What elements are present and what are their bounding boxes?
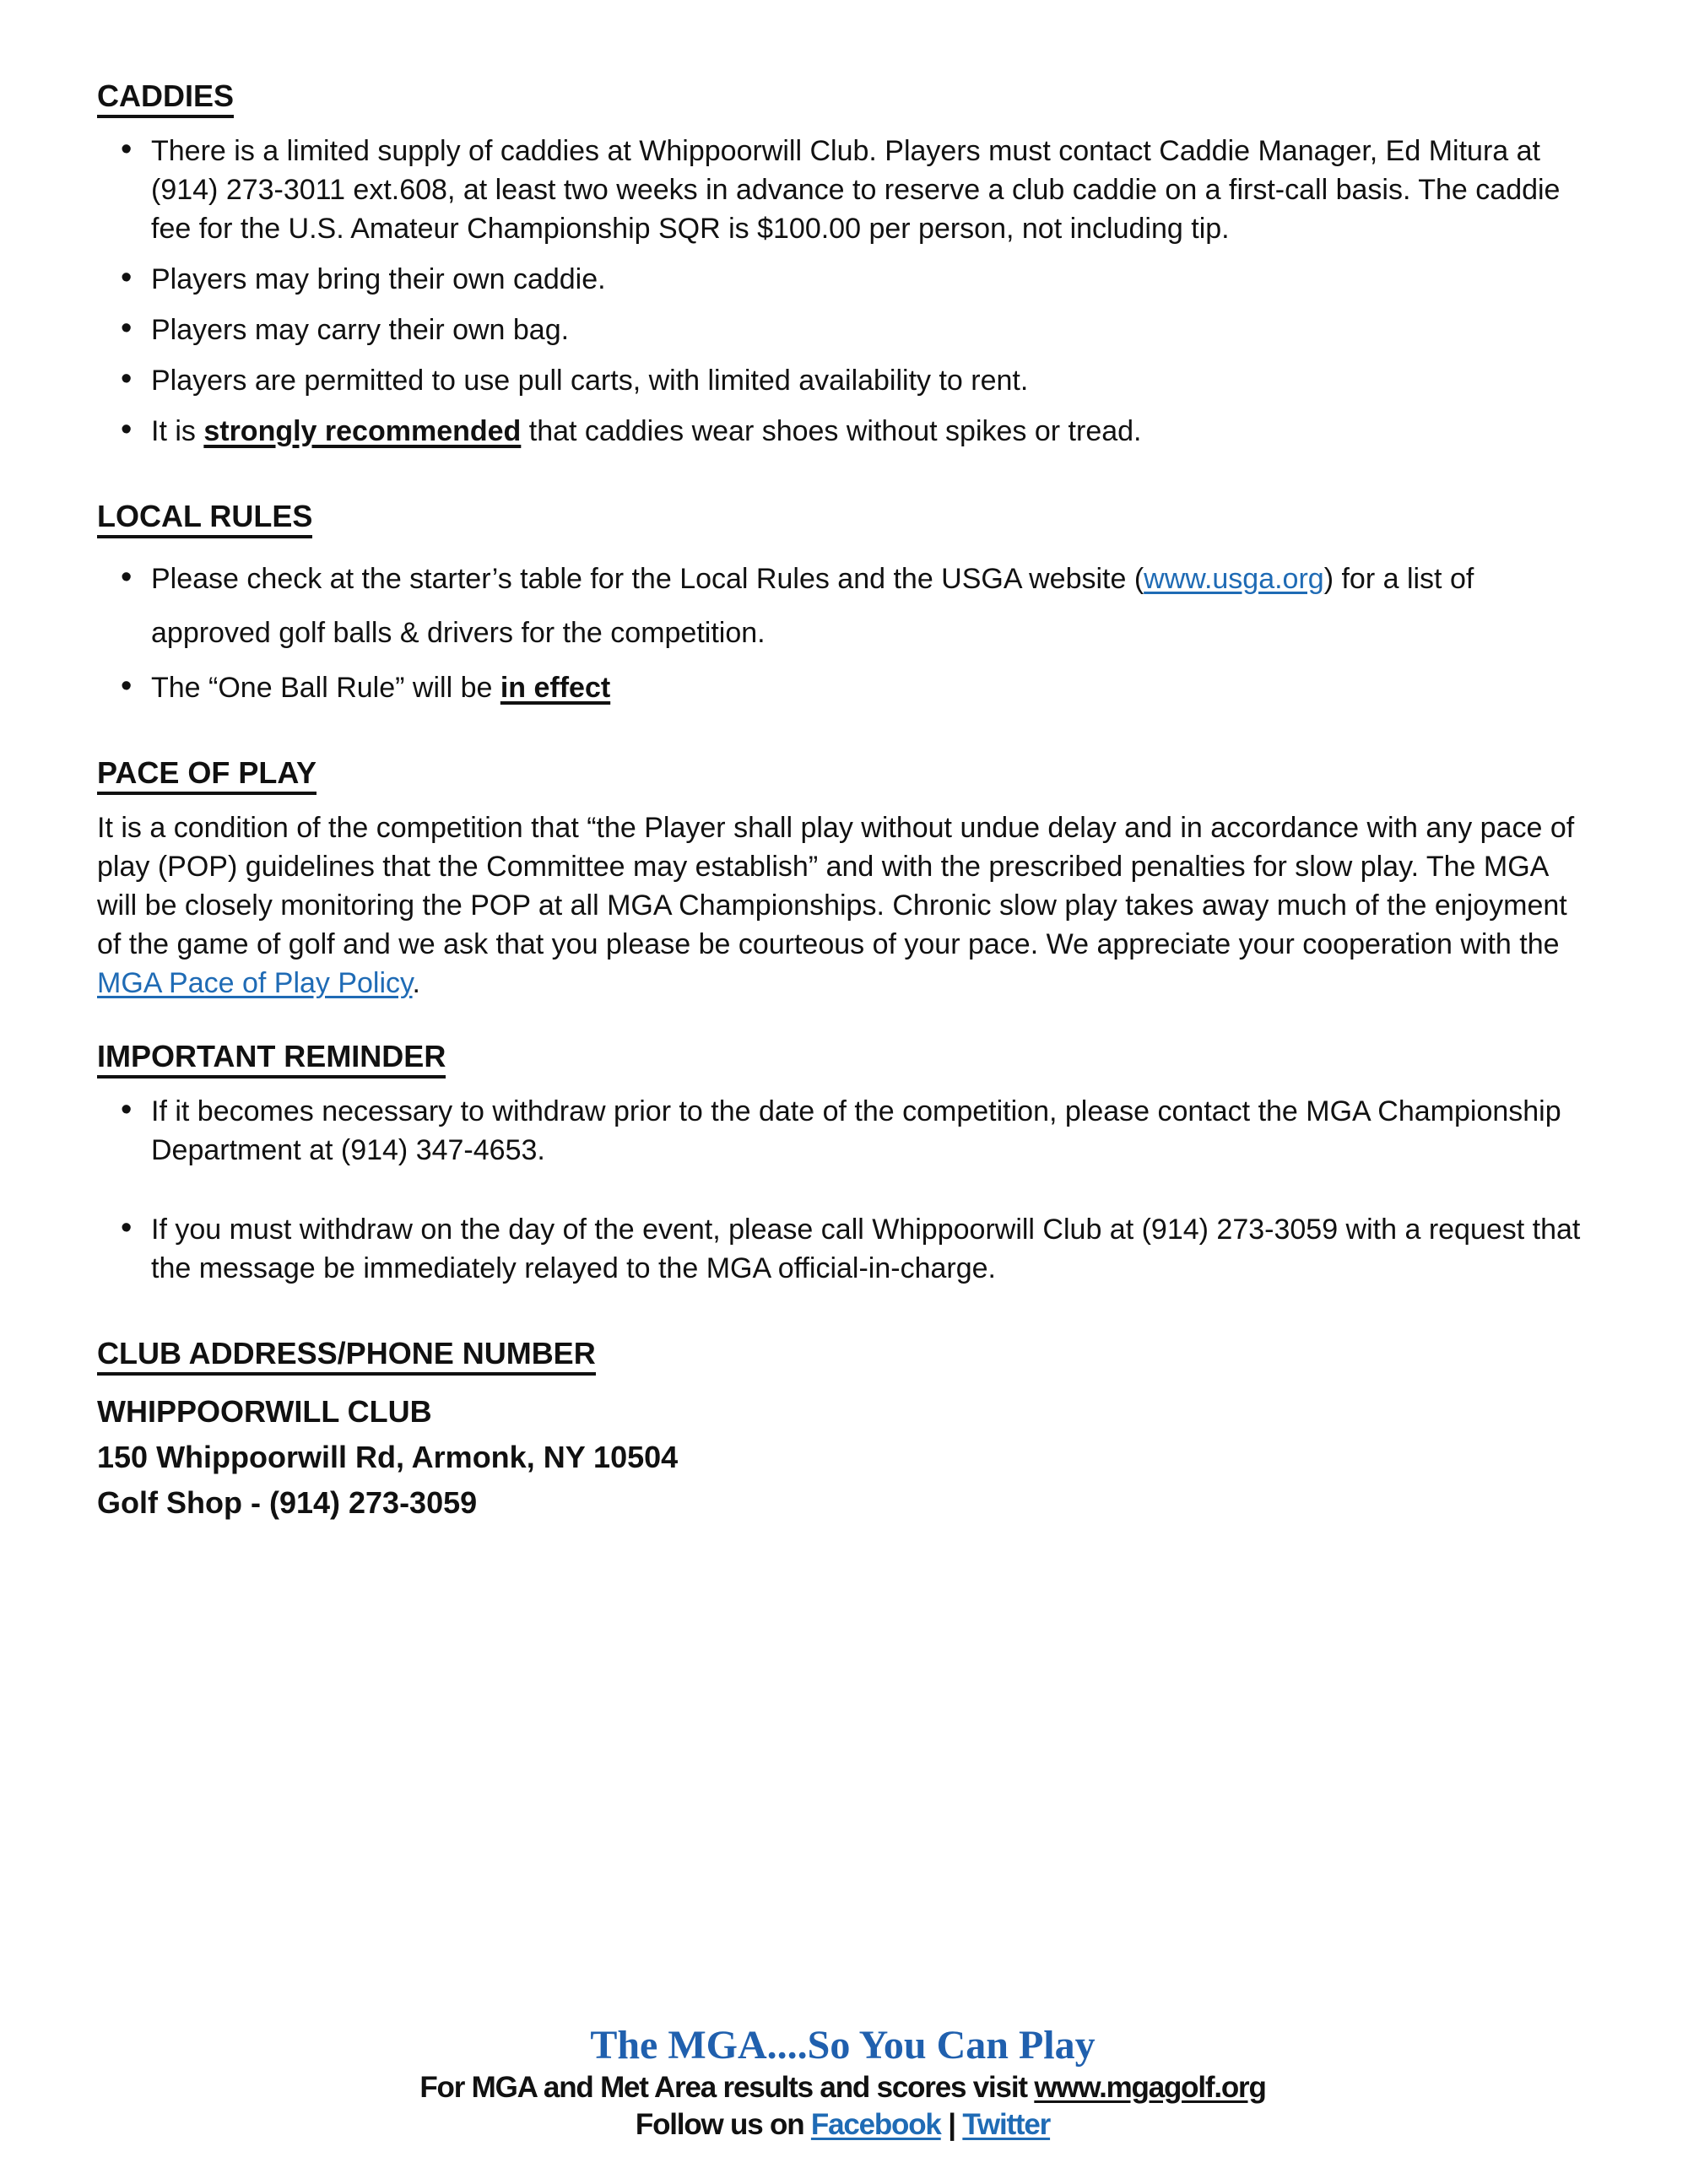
caddies-bullet2-text: Players may bring their own caddie. — [151, 263, 606, 295]
caddies-bullet4-text: Players are permitted to use pull carts, with limited availability to rent. — [151, 365, 1029, 397]
pace-of-play-paragraph — [97, 808, 1588, 1003]
club-address-heading: CLUB ADDRESS/PHONE NUMBER — [97, 1337, 596, 1376]
list-item — [97, 1092, 1588, 1170]
local-rules-bullet2-emphasis: in effect — [500, 672, 611, 704]
pace-of-play-text: It is a condition of the competition that “the Player shall play without undue delay and in accordance with any pace of play (POP) guidelines that the Committee may establish” and with the prescribed penalties for slow play. The MGA will be closely monitoring the POP at all MGA Championships. Chronic slow play takes away much of the enjoyment of the game of golf and we ask that you please be courteous of your pace. We appreciate your cooperation with the — [97, 812, 1575, 960]
local-rules-bullet2-pre: The “One Ball Rule” will be — [151, 672, 500, 704]
facebook-link[interactable]: Facebook — [810, 2108, 941, 2141]
caddies-bullet5-pre: It is — [151, 415, 204, 447]
list-item — [97, 132, 1588, 248]
footer-results-line — [97, 2069, 1588, 2106]
list-item — [97, 1210, 1588, 1288]
important-reminder-bullet1-text: If it becomes necessary to withdraw prior to the date of the competition, please contact the MGA Championship Department at (914) 347-4653. — [151, 1095, 1561, 1166]
caddies-bullet1-text: There is a limited supply of caddies at Whippoorwill Club. Players must contact Caddie Manager, Ed Mitura at (914) 273-3011 ext.608, at least two weeks in advance to reserve a club caddie on a first-call basis. The caddie fee for the U.S. Amateur Championship SQR is $100.00 per person, not including tip. — [151, 135, 1561, 245]
list-item — [97, 412, 1588, 451]
local-rules-heading: LOCAL RULES — [97, 500, 312, 538]
section-caddies — [97, 78, 1588, 462]
important-reminder-heading: IMPORTANT REMINDER — [97, 1040, 446, 1078]
pace-of-play-heading: PACE OF PLAY — [97, 756, 316, 795]
caddies-bullet5-emphasis: strongly recommended — [203, 415, 522, 447]
caddies-bullet5-post: that caddies wear shoes without spikes or tread. — [521, 415, 1142, 447]
usga-website-link[interactable]: www.usga.org — [1144, 563, 1324, 595]
section-important-reminder — [97, 1038, 1588, 1300]
caddies-bullet3-text: Players may carry their own bag. — [151, 314, 570, 346]
list-item — [97, 361, 1588, 400]
twitter-link[interactable]: Twitter — [962, 2108, 1051, 2141]
important-reminder-list — [97, 1092, 1588, 1288]
caddies-heading: CADDIES — [97, 79, 234, 118]
club-street-address: 150 Whippoorwill Rd, Armonk, NY 10504 — [97, 1440, 679, 1474]
important-reminder-bullet2-text: If you must withdraw on the day of the event, please call Whippoorwill Club at (914) 273-3059 with a request that the message be immediately relayed to the MGA official-in-charge. — [151, 1214, 1581, 1284]
page-footer — [97, 2022, 1588, 2150]
mga-pace-of-play-policy-link[interactable]: MGA Pace of Play Policy — [97, 967, 413, 999]
footer-social-line — [97, 2106, 1588, 2143]
club-phone: Golf Shop - (914) 273-3059 — [97, 1485, 478, 1520]
section-local-rules — [97, 498, 1588, 719]
local-rules-bullet1-post: ) for a list of approved golf balls & drivers for the competition. — [151, 563, 1474, 649]
pace-of-play-text-end: . — [412, 967, 420, 999]
mga-tagline: The MGA....So You Can Play — [590, 2023, 1096, 2068]
caddies-list — [97, 132, 1588, 451]
club-address-block — [97, 1389, 1588, 1526]
club-name: WHIPPOORWILL CLUB — [97, 1394, 432, 1429]
local-rules-list — [97, 552, 1588, 707]
section-club-address — [97, 1335, 1588, 1526]
footer-results-text: For MGA and Met Area results and scores visit — [419, 2071, 1035, 2104]
footer-follow-text: Follow us on — [635, 2108, 811, 2141]
mgagolf-website-link[interactable]: www.mgagolf.org — [1034, 2071, 1266, 2104]
section-pace-of-play — [97, 754, 1588, 1003]
blank-space — [97, 1561, 1588, 2022]
list-item — [97, 260, 1588, 299]
local-rules-bullet1-pre: Please check at the starter’s table for the Local Rules and the USGA website ( — [151, 563, 1144, 595]
footer-separator: | — [940, 2108, 963, 2141]
list-item — [97, 668, 1588, 707]
list-item — [97, 552, 1588, 660]
list-item — [97, 311, 1588, 349]
